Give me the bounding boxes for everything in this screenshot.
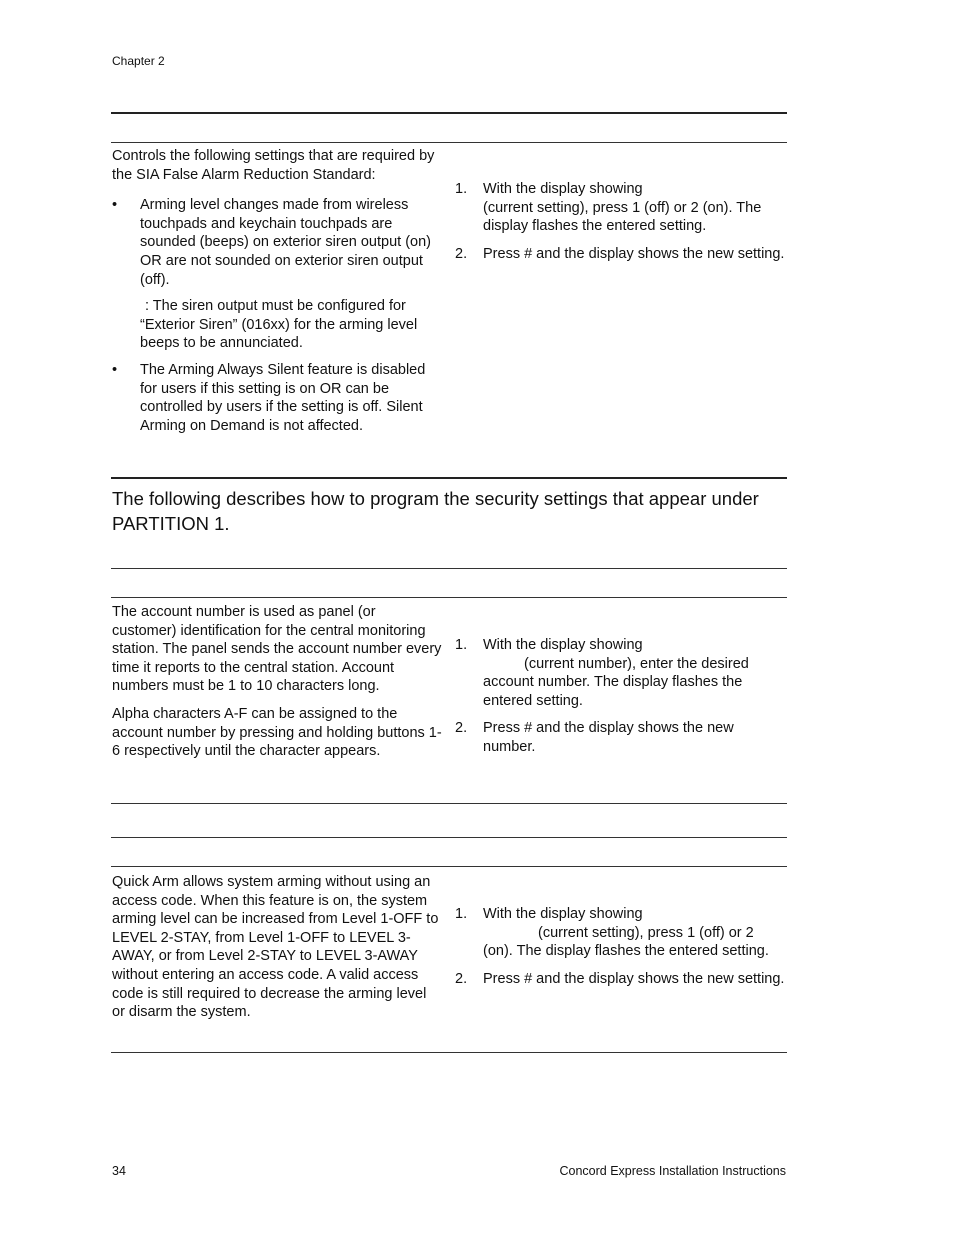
account-step-1: 1. With the display showing (current number), enter the desired account number. The display flashes the entered setting. [455,637,749,709]
section-rule [111,477,787,479]
table-top-rule [111,568,787,569]
sia-bullet-1 [112,196,442,289]
account-steps-cell [455,636,787,757]
sia-bullet-2 [112,361,442,435]
table-bottom-rule [111,803,787,804]
account-step-2: 2. Press # and the display shows the new number. [455,720,734,755]
sia-step-2: 2. Press # and the display shows the new setting. [455,245,785,262]
quickarm-step-1: 1. With the display showing (current setting), press 1 (off) or 2 (on). The display flashes the entered setting. [455,906,769,960]
section-rule [111,112,787,114]
table-header-rule [111,142,787,143]
table-top-rule [111,837,787,838]
quickarm-description-cell [112,873,442,1022]
chapter-header: Chapter 2 [112,54,165,68]
table-header-rule [111,866,787,867]
bullet-mark: • [112,361,118,378]
account-para-2: Alpha characters A-F can be assigned to the account number by pressing and holding buttons 1-6 respectively until the character appears. [112,705,442,760]
sia-step-1: 1. With the display showing (current setting), press 1 (off) or 2 (on). The display flashes the entered setting. [455,181,762,235]
page-number: 34 [112,1164,126,1178]
partition-intro: The following describes how to program the security settings that appear under PARTITION 1. [112,488,759,534]
bullet-text: The Arming Always Silent feature is disabled for users if this setting is on OR can be controlled by users if the setting is off. Silent Arming on Demand is not affected. [140,361,426,434]
account-para-1: The account number is used as panel (or customer) identification for the central monitoring station. The panel sends the account number every time it reports to the central station. Account numbers must be 1 to 10 characters long. [112,604,442,695]
sia-description-cell [112,147,442,435]
quickarm-para: Quick Arm allows system arming without using an access code. When this feature is on, the system arming level can be increased from Level 1-OFF to LEVEL 2-STAY, from Level 1-OFF to LEVEL 3-AWAY, or from Level 2-STAY to LEVEL 3-AWAY without entering an access code. A valid access code is still required to decrease the arming level or disarm the system. [112,874,439,1021]
sia-note: : The siren output must be configured for “Exterior Siren” (016xx) for the arming level beeps to be annunciated. [140,298,418,352]
bullet-mark: • [112,197,118,214]
sia-steps-cell [455,180,787,263]
sia-description: Controls the following settings that are required by the SIA False Alarm Reduction Standard: [112,148,435,183]
table-header-rule [111,597,787,598]
table-bottom-rule [111,1052,787,1053]
document-title: Concord Express Installation Instructions [559,1164,786,1178]
bullet-text: Arming level changes made from wireless touchpads and keychain touchpads are sounded (beeps) on exterior siren output (on) OR are not sounded on exterior siren output (off). [140,197,431,288]
quickarm-step-2: 2. Press # and the display shows the new setting. [455,970,785,987]
account-description-cell [112,603,442,761]
quickarm-steps-cell [455,905,787,988]
